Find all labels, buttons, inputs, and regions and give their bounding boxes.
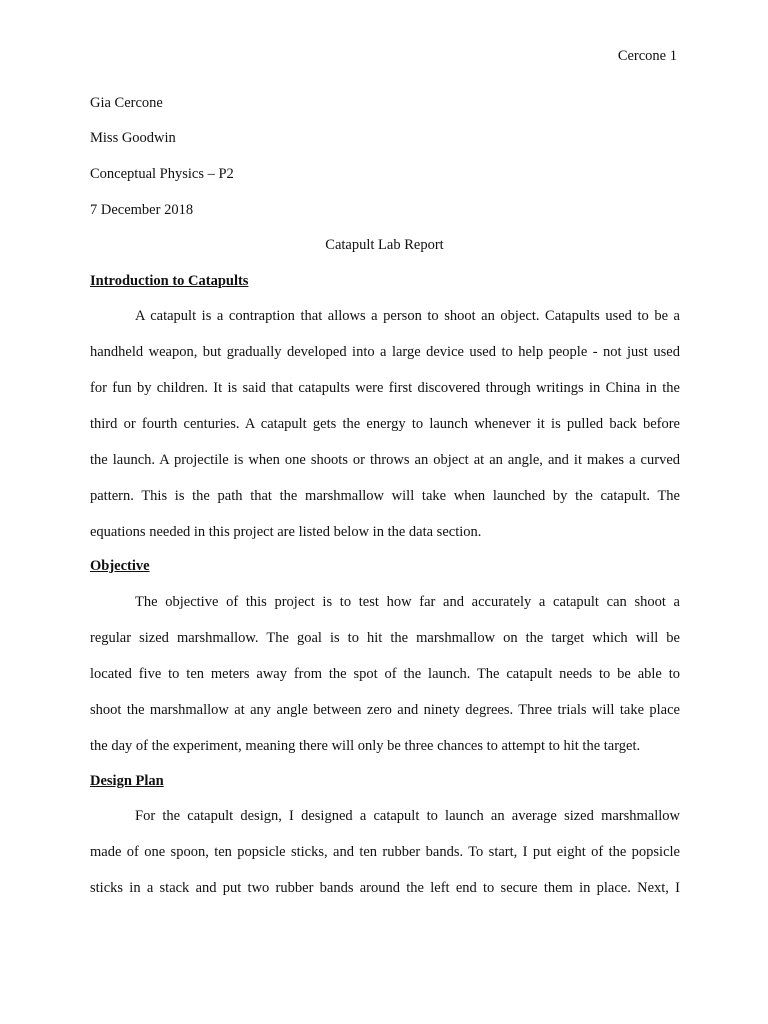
paragraph-line: A catapult is a contraption that allows a person to shoot an object. Catapults used to be a xyxy=(135,308,680,324)
paragraph-line: located five to ten meters away from the spot of the launch. The catapult needs to be able to xyxy=(90,666,680,682)
paragraph-line: the day of the experiment, meaning there will only be three chances to attempt to hit the target. xyxy=(90,738,641,754)
document-date: 7 December 2018 xyxy=(90,202,194,218)
paragraph-line: The objective of this project is to test how far and accurately a catapult can shoot a xyxy=(135,594,680,610)
section-heading-introduction: Introduction to Catapults xyxy=(90,273,249,289)
paragraph-line: made of one spoon, ten popsicle sticks, and ten rubber bands. To start, I put eight of the popsicle xyxy=(90,844,680,860)
document-title: Catapult Lab Report xyxy=(325,237,444,253)
section-heading-design-plan: Design Plan xyxy=(90,773,164,789)
paragraph-line: equations needed in this project are listed below in the data section. xyxy=(90,524,482,540)
paragraph-line: regular sized marshmallow. The goal is to hit the marshmallow on the target which will be xyxy=(90,630,680,646)
paragraph-line: handheld weapon, but gradually developed into a large device used to help people - not just used xyxy=(90,344,680,360)
paragraph-line: third or fourth centuries. A catapult gets the energy to launch whenever it is pulled back before xyxy=(90,416,680,432)
paragraph-line: sticks in a stack and put two rubber bands around the left end to secure them in place. Next, I xyxy=(90,880,680,896)
paragraph-line: the launch. A projectile is when one shoots or throws an object at an angle, and it makes a curved xyxy=(90,452,680,468)
paragraph-objective xyxy=(90,584,680,764)
author-name: Gia Cercone xyxy=(90,95,163,111)
paragraph-introduction xyxy=(90,298,680,550)
running-head: Cercone 1 xyxy=(617,48,677,64)
course-name: Conceptual Physics – P2 xyxy=(90,166,234,182)
section-heading-objective: Objective xyxy=(90,558,150,574)
teacher-name: Miss Goodwin xyxy=(90,130,176,146)
paragraph-line: for fun by children. It is said that catapults were first discovered through writings in China in the xyxy=(90,380,680,396)
paragraph-line: pattern. This is the path that the marshmallow will take when launched by the catapult. The xyxy=(90,488,680,504)
paragraph-line: For the catapult design, I designed a catapult to launch an average sized marshmallow xyxy=(135,808,680,824)
paragraph-line: shoot the marshmallow at any angle between zero and ninety degrees. Three trials will take place xyxy=(90,702,680,718)
paragraph-design-plan xyxy=(90,798,680,906)
